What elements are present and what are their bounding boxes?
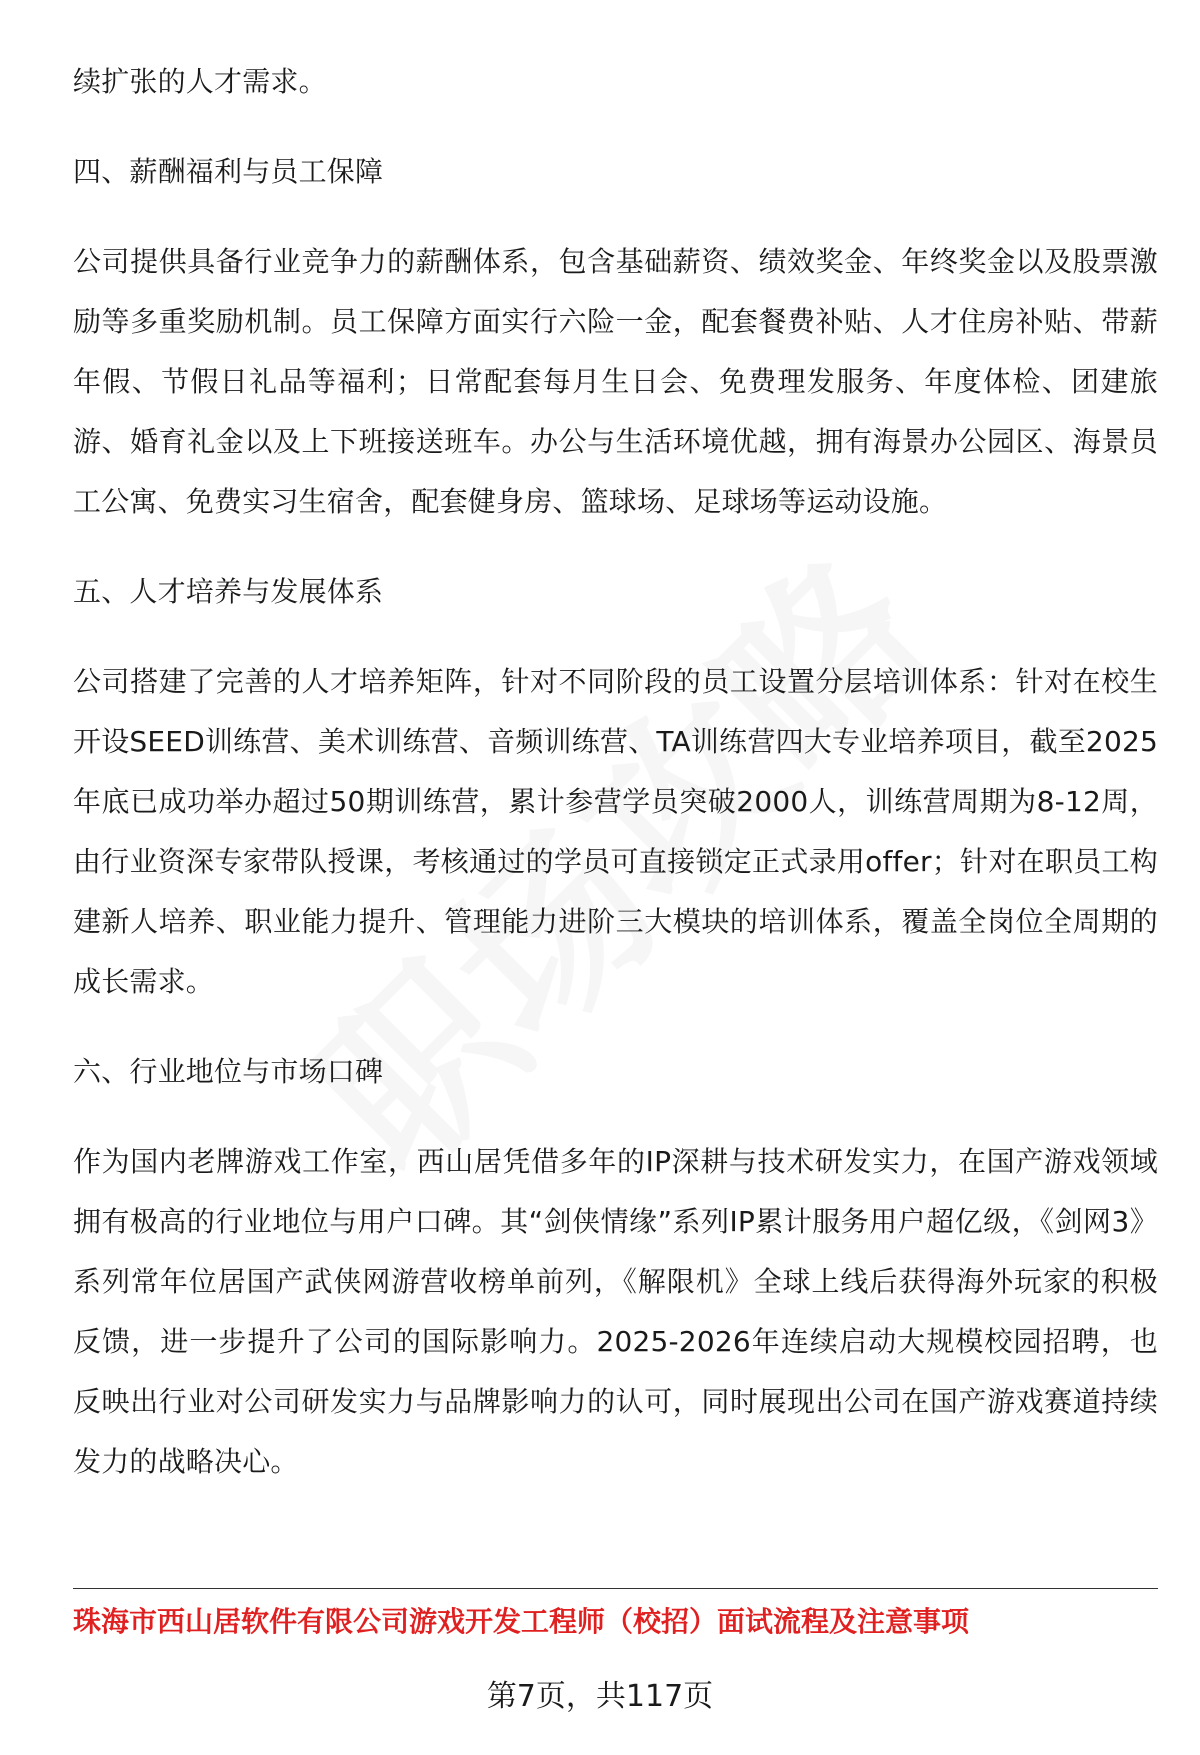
document-body <box>73 52 1158 1522</box>
footer-title: 珠海市西山居软件有限公司游戏开发工程师（校招）面试流程及注意事项 <box>73 1605 970 1638</box>
paragraph-training: 公司搭建了完善的人才培养矩阵，针对不同阶段的员工设置分层培训体系：针对在校生开设SEED训练营、美术训练营、音频训练营、TA训练营四大专业培养项目，截至2025年底已成功举办超过50期训练营，累计参营学员突破2000人，训练营周期为8-12周，由行业资深专家带队授课，考核通过的学员可直接锁定正式录用offer；针对在职员工构建新人培养、职业能力提升、管理能力进阶三大模块的培训体系，覆盖全岗位全周期的成长需求。 <box>73 665 1158 998</box>
section-heading-industry: 六、行业地位与市场口碑 <box>73 1055 384 1088</box>
paragraph-compensation: 公司提供具备行业竞争力的薪酬体系，包含基础薪资、绩效奖金、年终奖金以及股票激励等多重奖励机制。员工保障方面实行六险一金，配套餐费补贴、人才住房补贴、带薪年假、节假日礼品等福利；日常配套每月生日会、免费理发服务、年度体检、团建旅游、婚育礼金以及上下班接送班车。办公与生活环境优越，拥有海景办公园区、海景员工公寓、免费实习生宿舍，配套健身房、篮球场、足球场等运动设施。 <box>73 245 1158 518</box>
footer-divider <box>73 1588 1158 1589</box>
section-heading-training: 五、人才培养与发展体系 <box>73 575 384 608</box>
paragraph-continuation: 续扩张的人才需求。 <box>73 65 327 98</box>
paragraph-industry: 作为国内老牌游戏工作室，西山居凭借多年的IP深耕与技术研发实力，在国产游戏领域拥有极高的行业地位与用户口碑。其“剑侠情缘”系列IP累计服务用户超亿级，《剑网3》系列常年位居国产武侠网游营收榜单前列，《解限机》全球上线后获得海外玩家的积极反馈，进一步提升了公司的国际影响力。2025-2026年连续启动大规模校园招聘，也反映出行业对公司研发实力与品牌影响力的认可，同时展现出公司在国产游戏赛道持续发力的战略决心。 <box>73 1145 1158 1478</box>
section-heading-compensation: 四、薪酬福利与员工保障 <box>73 155 384 188</box>
page-number: 第7页，共117页 <box>486 1679 714 1714</box>
